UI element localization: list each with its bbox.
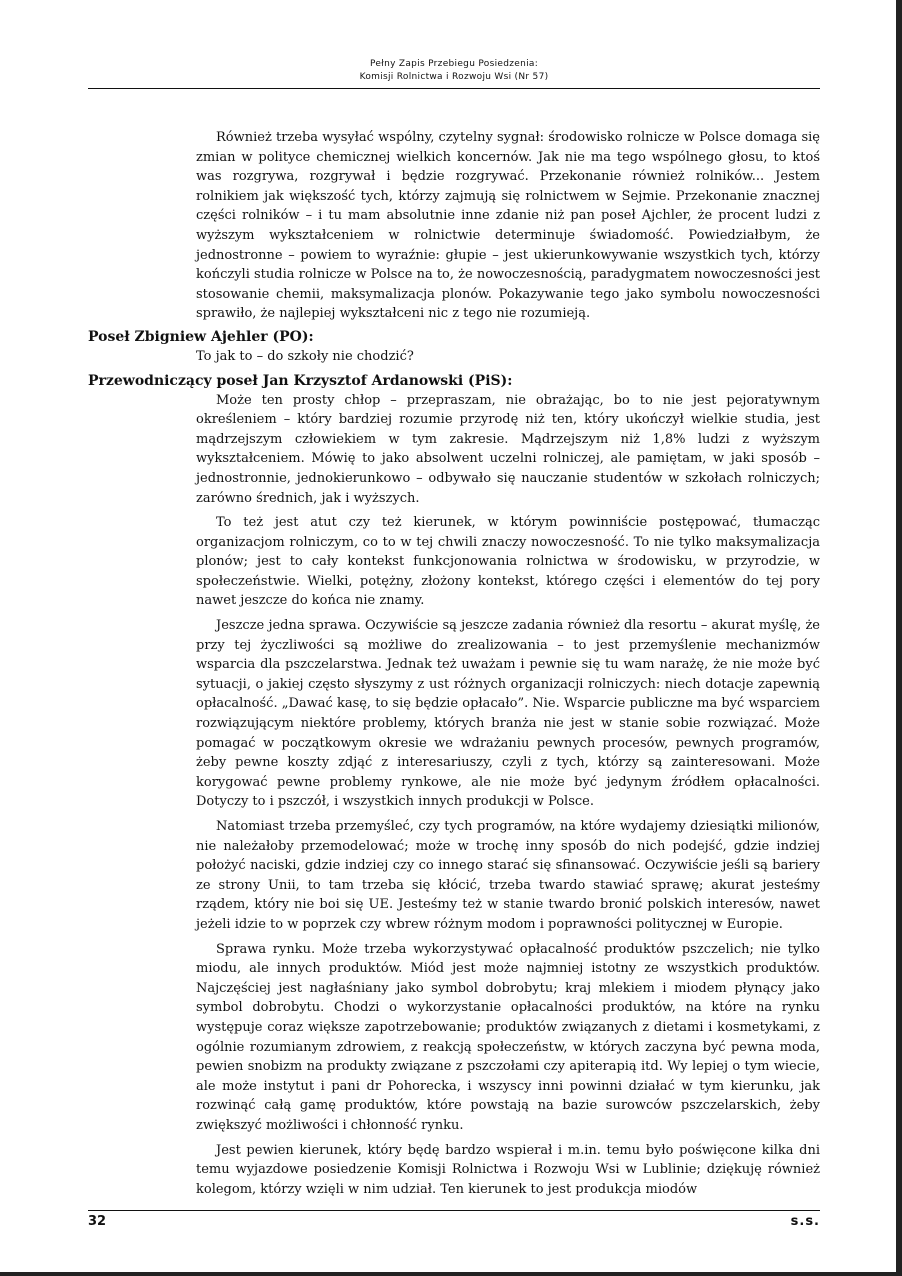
- header-line-2: Komisji Rolnictwa i Rozwoju Wsi (Nr 57): [359, 72, 549, 82]
- footer-rule: [88, 1210, 820, 1211]
- paragraph: Sprawa rynku. Może trzeba wykorzystywać opłacalność produktów pszczelich; nie tylko miodu, ale innych produktów. Miód jest może najmniej istotny ze wszystkich produktów. Najczęściej jest nagłaśniany jako symbol dobrobytu; kraj mlekiem i miodem płynący jako symbol dobrobytu. Chodzi o wykorzystanie opłacalności produktów, na które na rynku występuje coraz większe zapotrzebowanie; produktów związanych z dietami i kosmetykami, z ogólnie rozumianym zdrowiem, z reakcją społeczeństw, w których zaczyna być pewna moda, pewien snobizm na produkty związane z pszczołami czy apiterapią itd. Wy lepiej o tym wiecie, ale może instytut i pani dr Pohorecka, i wszyscy inni powinni działać w tym kierunku, jak rozwinąć całą gamę produktów, które powstają na bazie surowców pszczelarskich, żeby zwiększyć możliwości i chłonność rynku.: [196, 941, 820, 1133]
- header-rule: [88, 88, 820, 89]
- page-number: 32: [88, 1214, 107, 1229]
- paragraph: Może ten prosty chłop – przepraszam, nie obrażając, bo to nie jest pejoratywnym określeniem – który bardziej rozumie przyrodę niż ten, który ukończył wielkie studia, jest mądrzejszym człowiekiem w tym zakresie. Mądrzejszym niż 1,8% ludzi z wyższym wykształceniem. Mówię to jako absolwent uczelni rolniczej, ale pamiętam, w jaki sposób – jednostronnie, jednokierunkowo – odbywało się nauczanie studentów w szkołach rolniczych; zarówno średnich, jak i wyższych.: [196, 392, 820, 506]
- speaker-heading: Poseł Zbigniew Ajehler (PO):: [88, 328, 314, 345]
- paragraph: To też jest atut czy też kierunek, w którym powinniście postępować, tłumacząc organizacjom rolniczym, co to w tej chwili znaczy nowoczesność. To nie tylko maksymalizacja plonów; jest to cały kontekst funkcjonowania rolnictwa w środowisku, w przyrodzie, w społeczeństwie. Wielki, potężny, złożony kontekst, którego części i elementów do tej pory nawet jeszcze do końca nie znamy.: [196, 515, 820, 609]
- speaker-heading: Przewodniczący poseł Jan Krzysztof Ardanowski (PiS):: [88, 372, 513, 389]
- paragraph: Również trzeba wysyłać wspólny, czytelny sygnał: środowisko rolnicze w Polsce domaga się zmian w polityce chemicznej wielkich koncernów. Jak nie ma tego wspólnego głosu, to ktoś was rozgrywa, rozgrywał i będzie rozgrywać. Przekonanie również rolników... Jestem rolnikiem jak większość tych, którzy zajmują się rolnictwem w Sejmie. Przekonanie znacznej części rolników – i tu mam absolutnie inne zdanie niż pan poseł Ajchler, że procent ludzi z wyższym wykształceniem w rolnictwie determinuje świadomość. Powiedziałbym, że jednostronne – powiem to wyraźnie: głupie – jest ukierunkowywanie wszystkich tych, którzy kończyli studia rolnicze w Polsce na to, że nowoczesnością, paradygmatem nowoczesności jest stosowanie chemii, maksymalizacja plonów. Pokazywanie tego jako symbolu nowoczesności sprawiło, że najlepiej wykształceni nic z tego nie rozumieją.: [196, 130, 820, 322]
- footer-mark: s.s.: [790, 1214, 820, 1229]
- paragraph: Jeszcze jedna sprawa. Oczywiście są jeszcze zadania również dla resortu – akurat myślę, że przy tej życzliwości są możliwe do zrealizowania – to jest przemyślenie mechanizmów wsparcia dla pszczelarstwa. Jednak też uważam i pewnie się tu wam narażę, że nie może być sytuacji, o jakiej często słyszymy z ust różnych organizacji rolniczych: niech dotacje zapewnią opłacalność. „Dawać kasę, to się będzie opłacało”. Nie. Wsparcie publiczne ma być wsparciem rozwiązującym niektóre problemy, których branża nie jest w stanie sobie rozwiązać. Może pomagać w początkowym okresie we wdrażaniu pewnych procesów, pewnych programów, żeby pewne koszty zdjąć z interesariuszy, czyli z tych, którzy są zainteresowani. Może korygować pewne problemy rynkowe, ale nie może być jedynym źródłem opłacalności. Dotyczy to i pszczół, i wszystkich innych produkcji w Polsce.: [196, 618, 820, 810]
- page-edge-right: [896, 0, 902, 1276]
- page-edge-bottom: [0, 1272, 902, 1276]
- running-header: [88, 58, 820, 84]
- transcript-body: [88, 128, 820, 1199]
- header-line-1: Pełny Zapis Przebiegu Posiedzenia:: [369, 59, 539, 69]
- paragraph: Natomiast trzeba przemyśleć, czy tych programów, na które wydajemy dziesiątki milionów, nie należałoby przemodelować; może w trochę inny sposób do nich podejść, gdzie indziej położyć naciski, gdzie indziej czy co innego starać się sfinansować. Oczywiście jeśli są bariery ze strony Unii, to tam trzeba się kłócić, trzeba twardo stawiać sprawę; akurat jesteśmy rządem, który nie boi się UE. Jesteśmy też w stanie twardo bronić polskich interesów, nawet jeżeli idzie to w poprzek czy wbrew różnym modom i poprawności politycznej w Europie.: [196, 819, 820, 932]
- paragraph: Jest pewien kierunek, który będę bardzo wspierał i m.in. temu było poświęcone kilka dni temu wyjazdowe posiedzenie Komisji Rolnictwa i Rozwoju Wsi w Lublinie; dziękuję również kolegom, którzy wzięli w nim udział. Ten kierunek to jest produkcja miodów: [196, 1142, 820, 1197]
- speaker-reply: To jak to – do szkoły nie chodzić?: [196, 348, 414, 364]
